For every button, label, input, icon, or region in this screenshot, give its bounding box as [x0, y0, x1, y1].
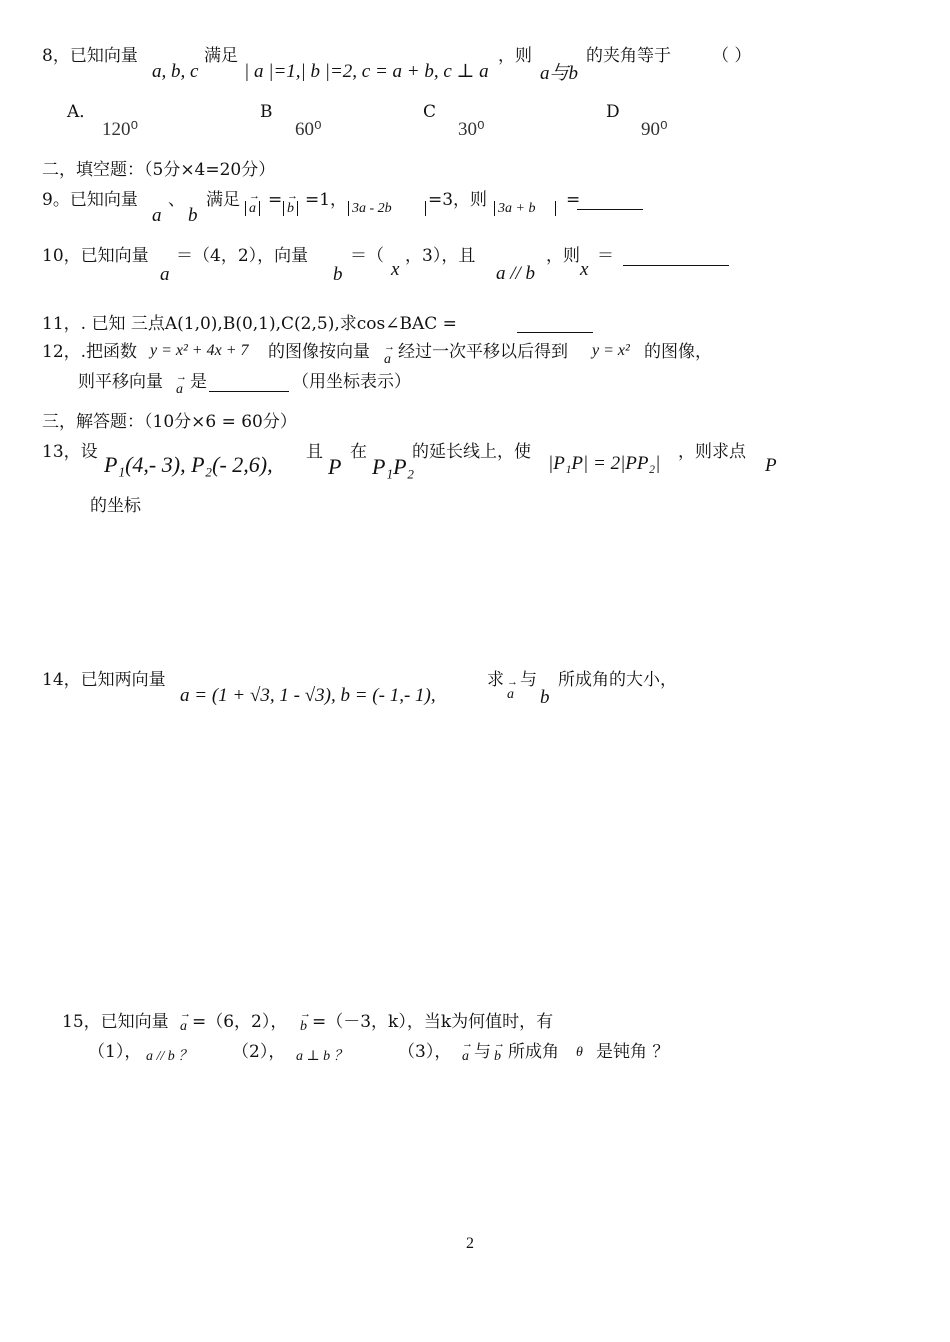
q8-option-c-value: 30⁰ [458, 119, 485, 140]
q13-points: P₁(4,- 3), P₂(- 2,6), [104, 452, 273, 477]
q12-line2-post: （用坐标表示） [292, 372, 411, 392]
q10-parallel: a // b [496, 263, 536, 284]
q10-x2: x [580, 259, 589, 280]
q12-function-1: y = x² + 4x + 7 [150, 342, 249, 359]
q15-part3-label: （3）， [398, 1042, 452, 1062]
q10-a-value: ＝（4，2），向量 [176, 246, 309, 266]
q15-part2-expr: a ⊥ b ？ [296, 1049, 348, 1064]
q10-b-open: ＝（ [350, 246, 384, 266]
q9-answer-equals: = [566, 190, 581, 210]
q12-function-2: y = x² [592, 342, 630, 359]
q13-segment: P₁P₂ [372, 454, 415, 479]
q9-label: 9。已知向量 [42, 190, 138, 210]
q8-a-yu-b: a与b [540, 63, 579, 84]
q15-part3-a: → a [462, 1050, 469, 1064]
q12-vector: → a [384, 353, 391, 367]
q9-equals: = [268, 190, 283, 210]
q15-vector-b: → b [300, 1020, 307, 1034]
q10-answer-blank [623, 251, 729, 270]
q14-yu: 与 [520, 670, 537, 690]
section-3-title: 三，解答题：（10分×6 = 60分） [42, 412, 297, 432]
q8-ask: 的夹角等于 [586, 46, 671, 66]
q11-answer-blank [517, 318, 593, 337]
q13-point-p: P [328, 454, 342, 479]
q8-vars: a, b, c [152, 61, 199, 82]
q10-b-close: ，3），且 [405, 246, 476, 266]
q15-theta: θ [576, 1045, 583, 1060]
q9-equals-three: =3，则 [428, 190, 488, 210]
q12-line2-pre: 则平移向量 [78, 372, 163, 392]
q8-option-d-letter: D [606, 102, 620, 122]
q13-condition: |P₁P| = 2|PP₂| [548, 453, 661, 474]
q10-then: ，则 [546, 246, 580, 266]
q9-separator: 、 [168, 190, 185, 210]
q8-answer-paren: （ ） [712, 46, 752, 66]
q15-part1-expr: a // b ？ [146, 1049, 193, 1064]
q15-part3-post: 所成角 [508, 1042, 559, 1062]
q8-label: 8，已知向量 [42, 46, 138, 66]
q12-line1-mid: 的图像按向量 [268, 342, 370, 362]
q13-label: 13，设 [42, 442, 98, 462]
q13-extension: 的延长线上，使 [412, 442, 531, 462]
q8-option-b-value: 60⁰ [295, 119, 322, 140]
q8-condition: | a |=1,| b |=2, c = a + b, c ⊥ a [244, 61, 489, 82]
q15-a-value: =（6，2）， [192, 1012, 288, 1032]
q12-line1-end: 的图像， [644, 342, 712, 362]
q9-abs-a: → a [245, 201, 260, 216]
q9-equals-one: =1， [305, 190, 348, 210]
q8-option-a-letter: A． [67, 102, 97, 122]
q13-point-p2: P [765, 455, 777, 476]
q12-line1-pre: 12，.把函数 [42, 342, 138, 362]
q9-vector-a: a [152, 205, 162, 226]
q14-expression: a = (1 + √3, 1 - √3), b = (- 1,- 1), [180, 685, 436, 706]
q8-then: ，则 [498, 46, 532, 66]
q15-line1-pre: 15，已知向量 [62, 1012, 169, 1032]
q15-part3-end: 是钝角 ？ [596, 1042, 670, 1062]
q9-abs-expr2: 3a + b [494, 201, 556, 216]
q13-post: ，则求点 [678, 442, 746, 462]
q15-vector-a: → a [180, 1020, 187, 1034]
q15-part2-label: （2）， [232, 1042, 286, 1062]
q10-equals: ＝ [597, 246, 614, 266]
q8-option-c-letter: C [423, 102, 437, 122]
q13-line2: 的坐标 [90, 496, 141, 516]
q15-part3-yu: 与 [474, 1042, 491, 1062]
q15-part1-label: （1）， [88, 1042, 142, 1062]
q8-mid: 满足 [204, 46, 238, 66]
q10-x: x [391, 259, 400, 280]
q14-ask-post: 所成角的大小， [558, 670, 677, 690]
q10-vector-b: b [333, 264, 343, 285]
q14-vector-b: b [540, 687, 550, 708]
q15-b-value: =（－3，k），当k为何值时，有 [312, 1012, 554, 1032]
section-2-title: 二，填空题：（5分×4=20分） [42, 160, 276, 180]
q10-label: 10，已知向量 [42, 246, 149, 266]
q9-abs-b: → b [283, 201, 298, 216]
q14-ask-pre: 求 [487, 670, 504, 690]
q8-option-a-value: 120⁰ [102, 119, 139, 140]
q9-abs-expr1: 3a - 2b [348, 201, 426, 216]
q14-vector-a: → a [507, 688, 514, 702]
q12-line1-post: 经过一次平移以后得到 [398, 342, 568, 362]
q8-option-b-letter: B [260, 102, 273, 122]
q8-option-d-value: 90⁰ [641, 119, 668, 140]
q15-part3-b: → b [494, 1050, 501, 1064]
q14-label: 14，已知两向量 [42, 670, 166, 690]
q10-vector-a: a [160, 264, 170, 285]
q12-line2-is: 是 [190, 372, 207, 392]
q12-line2-vector: → a [176, 383, 183, 397]
q12-answer-blank [209, 377, 289, 396]
q11-text: 11，. 已知 三点A(1,0),B(0,1),C(2,5),求cos∠BAC = [42, 314, 457, 334]
q9-answer-blank [577, 195, 643, 214]
q9-vector-b: b [188, 205, 198, 226]
q9-condition-word: 满足 [206, 190, 240, 210]
q13-and: 且 [306, 442, 323, 462]
q13-on: 在 [350, 442, 367, 462]
page-number: 2 [466, 1235, 474, 1252]
